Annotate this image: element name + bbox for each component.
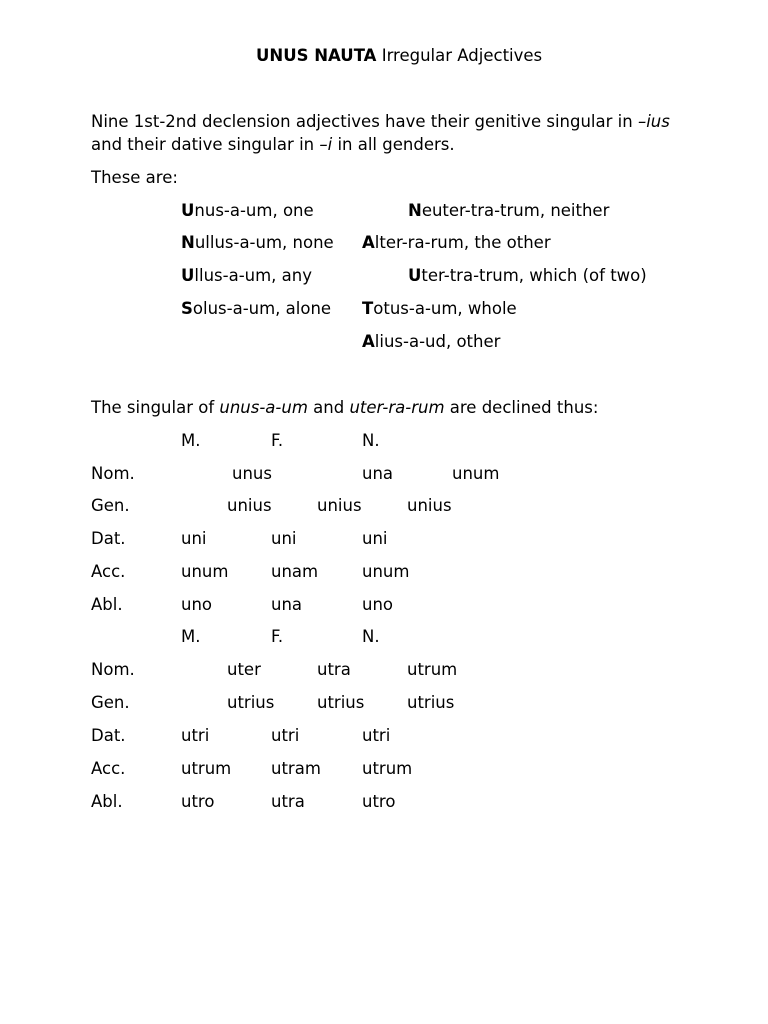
cell-feminine: una (271, 595, 303, 614)
case-label: Dat. (91, 726, 126, 745)
cell-feminine: utrius (317, 693, 365, 712)
adjective-rest: lter-ra-rum, the other (374, 233, 551, 252)
adjective-initial: U (181, 266, 195, 285)
adjective-initial: T (362, 299, 374, 318)
adjective-item (408, 203, 609, 220)
adjective-item (181, 268, 312, 285)
case-label: Dat. (91, 529, 126, 548)
cell-masculine: utri (181, 726, 210, 745)
adjective-initial: A (362, 233, 375, 252)
cell-neuter: utri (362, 726, 391, 745)
adjective-initial: U (181, 201, 195, 220)
adjective-rest: nus-a-um, one (194, 201, 314, 220)
cell-masculine: uter (227, 660, 261, 679)
these-are-label: These are: (91, 168, 178, 187)
cell-neuter: utro (362, 792, 396, 811)
case-label: Nom. (91, 464, 135, 483)
title-rest: Irregular Adjectives (376, 46, 543, 65)
table-header-n: N. (362, 431, 380, 450)
table-header-m: M. (181, 431, 201, 450)
adjective-item (362, 235, 551, 252)
adjective-initial: S (181, 299, 193, 318)
cell-masculine: unum (181, 562, 229, 581)
declined-intro-end: are declined thus: (444, 398, 599, 417)
table-header-f: F. (271, 627, 284, 646)
cell-neuter: uni (362, 529, 388, 548)
adjective-initial: A (362, 332, 375, 351)
declined-word-2: uter-ra-rum (349, 398, 445, 417)
intro-line1-text: Nine 1st-2nd declension adjectives have their genitive singular in (91, 112, 638, 131)
cell-neuter: unum (452, 464, 500, 483)
adjective-initial: N (181, 233, 195, 252)
adjective-initial: N (408, 201, 422, 220)
adjective-rest: euter-tra-trum, neither (421, 201, 610, 220)
cell-neuter: uno (362, 595, 394, 614)
page-title (256, 48, 542, 65)
cell-masculine: unus (232, 464, 272, 483)
intro-line2-end: in all genders. (332, 135, 455, 154)
cell-neuter: unum (362, 562, 410, 581)
cell-masculine: utrum (181, 759, 232, 778)
case-label: Abl. (91, 792, 123, 811)
case-label: Gen. (91, 693, 130, 712)
case-label: Acc. (91, 759, 126, 778)
case-label: Gen. (91, 496, 130, 515)
cell-masculine: uno (181, 595, 213, 614)
declined-intro-start: The singular of (91, 398, 220, 417)
cell-feminine: utri (271, 726, 300, 745)
intro-line2-ending: –i (319, 135, 333, 154)
cell-feminine: unam (271, 562, 319, 581)
declined-intro (91, 400, 598, 417)
cell-masculine: uni (181, 529, 207, 548)
intro-line1-ending: –ius (637, 112, 670, 131)
cell-feminine: utra (317, 660, 351, 679)
adjective-item (408, 268, 647, 285)
cell-masculine: utro (181, 792, 215, 811)
cell-masculine: unius (227, 496, 272, 515)
declined-word-1: unus-a-um (219, 398, 308, 417)
cell-neuter: unius (407, 496, 452, 515)
adjective-item (181, 203, 314, 220)
cell-neuter: utrum (407, 660, 458, 679)
cell-neuter: utrum (362, 759, 413, 778)
adjective-rest: ter-tra-trum, which (of two) (421, 266, 647, 285)
adjective-rest: llus-a-um, any (194, 266, 313, 285)
adjective-item (362, 334, 500, 351)
cell-feminine: una (362, 464, 394, 483)
adjective-rest: otus-a-um, whole (373, 299, 517, 318)
table-header-n: N. (362, 627, 380, 646)
declined-intro-middle: and (307, 398, 350, 417)
cell-feminine: utra (271, 792, 305, 811)
adjective-item (181, 235, 334, 252)
adjective-initial: U (408, 266, 422, 285)
cell-feminine: unius (317, 496, 362, 515)
title-bold: UNUS NAUTA (256, 46, 377, 65)
intro-line2-start: and their dative singular in (91, 135, 320, 154)
table-header-f: F. (271, 431, 284, 450)
adjective-rest: ullus-a-um, none (194, 233, 334, 252)
cell-masculine: utrius (227, 693, 275, 712)
case-label: Nom. (91, 660, 135, 679)
table-header-m: M. (181, 627, 201, 646)
case-label: Abl. (91, 595, 123, 614)
intro-line-2 (91, 137, 455, 154)
adjective-item (362, 301, 517, 318)
case-label: Acc. (91, 562, 126, 581)
intro-line-1 (91, 114, 670, 131)
adjective-rest: olus-a-um, alone (192, 299, 332, 318)
adjective-item (181, 301, 331, 318)
cell-feminine: uni (271, 529, 297, 548)
cell-neuter: utrius (407, 693, 455, 712)
cell-feminine: utram (271, 759, 321, 778)
adjective-rest: lius-a-ud, other (374, 332, 501, 351)
